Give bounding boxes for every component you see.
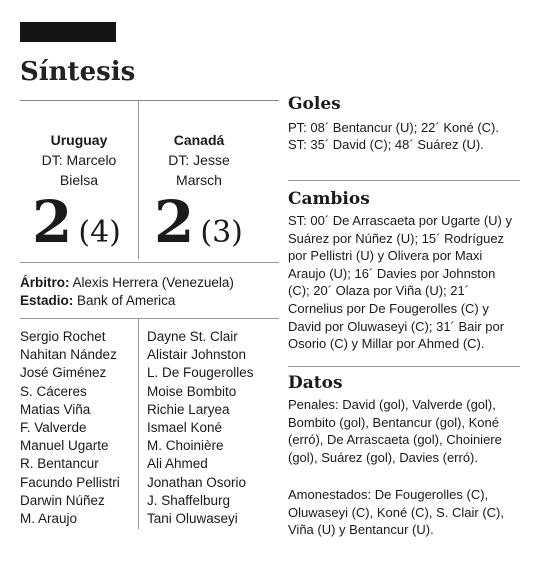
penalties-text: Penales: David (gol), Valverde (gol), Bombito (gol), Bentancur (gol), Koné (erró), De Arrascaeta (gol), Choiniere (gol), Suárez (gol), Davies (erró). xyxy=(288,397,502,465)
lineup-canada xyxy=(147,328,254,528)
player-item: José Giménez xyxy=(20,365,107,381)
team-coach-line1: DT: Marcelo xyxy=(41,152,117,168)
score-penalties: (4) xyxy=(78,215,121,250)
team-name: Canadá xyxy=(173,132,225,148)
player-item: Jonathan Osorio xyxy=(147,474,247,490)
team-coach-line2: Bielsa xyxy=(59,172,99,188)
divider xyxy=(20,318,279,319)
lineup-divider xyxy=(138,319,139,529)
score-goals: 2 xyxy=(32,188,73,256)
player-item: M. Choinière xyxy=(147,438,224,454)
stadium-label: Estadio: xyxy=(20,293,74,308)
divider xyxy=(20,100,279,101)
player-item: Facundo Pellistri xyxy=(20,474,120,490)
stadium-line xyxy=(20,292,175,310)
player-item: Manuel Ugarte xyxy=(20,438,109,454)
player-item: Nahitan Nández xyxy=(20,347,117,363)
goals-heading: Goles xyxy=(288,94,341,114)
substitutions-text: ST: 00´ De Arrascaeta por Ugarte (U) y Suárez por Núñez (U); 15´ Rodríguez por Pellistri (U) y Olivera por Maxi Araujo (U); 16´ Davies por Johnston (C); 20´ Olaza por Viña (U); 21´ Cornelius por De Fougerolles (C) y David por Oluwaseyi (C); 31´ Bair por Osorio (C) y Millar por Ahmed (C). xyxy=(288,213,512,352)
referee-line xyxy=(20,274,234,292)
page-title: Síntesis xyxy=(20,57,136,87)
data-heading: Datos xyxy=(288,373,343,393)
divider xyxy=(288,366,520,367)
player-item: L. De Fougerolles xyxy=(147,365,254,381)
score-penalties: (3) xyxy=(200,215,243,250)
player-item: F. Valverde xyxy=(20,420,87,436)
player-item: Darwin Núñez xyxy=(20,492,105,508)
player-item: S. Cáceres xyxy=(20,383,87,399)
player-item: Alistair Johnston xyxy=(147,347,247,363)
score-canada xyxy=(154,190,243,254)
lineup-uruguay xyxy=(20,328,120,528)
player-item: R. Bentancur xyxy=(20,456,99,472)
referee-label: Árbitro: xyxy=(20,275,70,290)
team-divider xyxy=(138,101,139,259)
divider xyxy=(288,180,520,181)
player-item: Sergio Rochet xyxy=(20,329,106,344)
goals-first-half: PT: 08´ Bentancur (U); 22´ Koné (C). xyxy=(288,120,499,135)
player-item: M. Araujo xyxy=(20,511,78,527)
score-goals: 2 xyxy=(154,188,195,256)
player-item: Richie Laryea xyxy=(147,401,230,417)
team-name: Uruguay xyxy=(50,132,108,148)
player-item: Ali Ahmed xyxy=(147,456,208,472)
stadium-value: Bank of America xyxy=(77,293,176,308)
player-item: Matias Viña xyxy=(20,401,91,417)
team-coach-line2: Marsch xyxy=(176,172,222,188)
player-item: Tani Oluwaseyi xyxy=(147,511,238,527)
substitutions-heading: Cambios xyxy=(288,189,370,209)
team-uruguay xyxy=(20,130,138,190)
player-item: J. Shaffelburg xyxy=(147,492,231,508)
player-item: Dayne St. Clair xyxy=(147,329,238,344)
goals-second-half: ST: 35´ David (C); 48´ Suárez (U). xyxy=(288,137,484,152)
section-marker-bar xyxy=(20,22,116,42)
referee-value: Alexis Herrera (Venezuela) xyxy=(72,275,234,290)
bookings-text: Amonestados: De Fougerolles (C), Oluwaseyi (C), Koné (C), S. Clair (C), Viña (U) y Bentancur (U). xyxy=(288,487,504,538)
team-coach-line1: DT: Jesse xyxy=(168,152,230,168)
divider xyxy=(20,262,279,263)
player-item: Ismael Koné xyxy=(147,420,223,436)
score-uruguay xyxy=(32,190,121,254)
team-canada xyxy=(140,130,258,190)
player-item: Moise Bombito xyxy=(147,383,237,399)
